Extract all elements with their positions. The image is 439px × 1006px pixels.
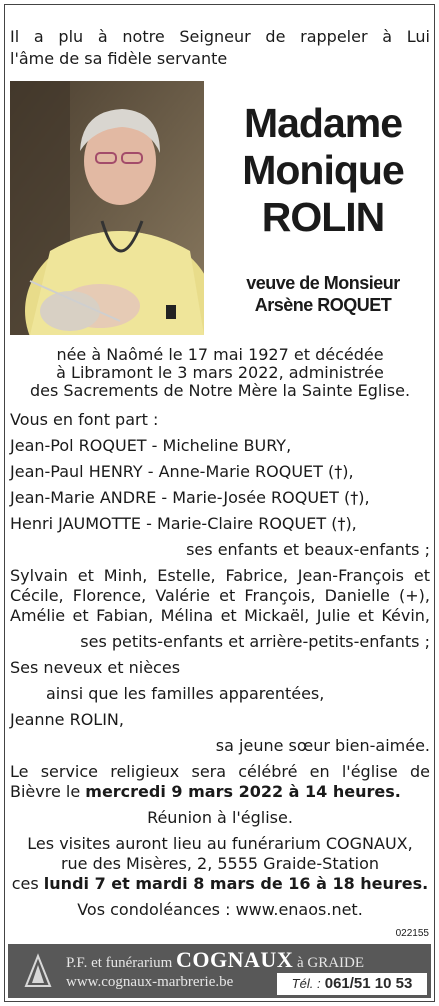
name-last: ROLIN	[261, 194, 385, 240]
family-intro: Vous en font part :	[10, 410, 159, 429]
footer-prefix: P.F. et funérarium	[66, 955, 173, 971]
birth-line-1: née à Naômé le 17 mai 1927 et décédée	[56, 345, 384, 364]
birth-line-3: des Sacrements de Notre Mère la Sainte Eglise.	[29, 381, 411, 400]
intro-line-1: Il a plu à notre Seigneur de rappeler à Lui	[10, 27, 430, 46]
portrait-image	[10, 81, 204, 335]
widow-line-2: Arsène ROQUET	[254, 295, 392, 315]
condolences: Vos condoléances : www.enaos.net.	[77, 900, 363, 919]
funeral-home-logo-icon	[20, 953, 56, 989]
service-line-1: Le service religieux sera célébré en l'église de	[10, 762, 430, 781]
reunion: Réunion à l'église.	[147, 808, 293, 827]
grandchildren-role: ses petits-enfants et arrière-petits-enfants ;	[80, 632, 430, 651]
footer-suffix: à GRAIDE	[296, 955, 365, 971]
visits-line-1: Les visites auront lieu au funérarium COGNAUX,	[27, 834, 413, 853]
service-line-2	[10, 782, 430, 802]
deceased-name	[212, 100, 434, 241]
service-date: mercredi 9 mars 2022 à 14 heures.	[85, 782, 401, 801]
visits-line-3	[10, 874, 430, 894]
reference-number: 022155	[395, 928, 429, 939]
phone-number[interactable]: 061/51 10 53	[324, 975, 413, 992]
service-location: Bièvre le	[10, 782, 86, 801]
child-4: Henri JAUMOTTE - Marie-Claire ROQUET (†),	[10, 514, 357, 533]
nephews: Ses neveux et nièces	[10, 658, 181, 677]
funeral-home-name	[66, 949, 426, 974]
phone-label: Tél. :	[291, 976, 321, 991]
child-2: Jean-Paul HENRY - Anne-Marie ROQUET (†),	[10, 462, 354, 481]
name-first: Monique	[242, 147, 404, 193]
name-title: Madame	[243, 100, 403, 146]
child-3: Jean-Marie ANDRE - Marie-Josée ROQUET (†),	[10, 488, 370, 507]
widow-line-1: veuve de Monsieur	[246, 273, 400, 293]
footer-brand: COGNAUX	[176, 947, 294, 972]
visits-dates: lundi 7 et mardi 8 mars de 16 à 18 heures.	[43, 874, 429, 893]
intro-text	[10, 26, 430, 70]
visits-line-2: rue des Misères, 2, 5555 Graide-Station	[60, 854, 380, 873]
visits-prefix: ces	[11, 874, 44, 893]
funeral-home-website[interactable]: www.cognaux-marbrerie.be	[66, 974, 234, 990]
birth-line-2: à Libramont le 3 mars 2022, administrée	[56, 363, 384, 382]
grandchildren-1: Sylvain et Minh, Estelle, Fabrice, Jean-François et	[10, 566, 430, 585]
sister-role: sa jeune sœur bien-aimée.	[215, 736, 430, 755]
grandchildren-2: Cécile, Florence, Valérie et François, Danielle (+),	[10, 586, 430, 605]
children-role: ses enfants et beaux-enfants ;	[186, 540, 430, 559]
families: ainsi que les familles apparentées,	[46, 684, 325, 703]
widow-of	[212, 272, 434, 316]
funeral-home-phone	[277, 973, 427, 995]
portrait-photo	[10, 81, 204, 335]
birth-death-info	[10, 346, 430, 400]
intro-line-2: l'âme de sa fidèle servante	[10, 49, 228, 68]
sister: Jeanne ROLIN,	[10, 710, 124, 729]
funeral-home-banner	[8, 944, 431, 998]
child-1: Jean-Pol ROQUET - Micheline BURY,	[10, 436, 292, 455]
grandchildren-3: Amélie et Fabian, Mélina et Mickaël, Julie et Kévin,	[10, 606, 430, 625]
